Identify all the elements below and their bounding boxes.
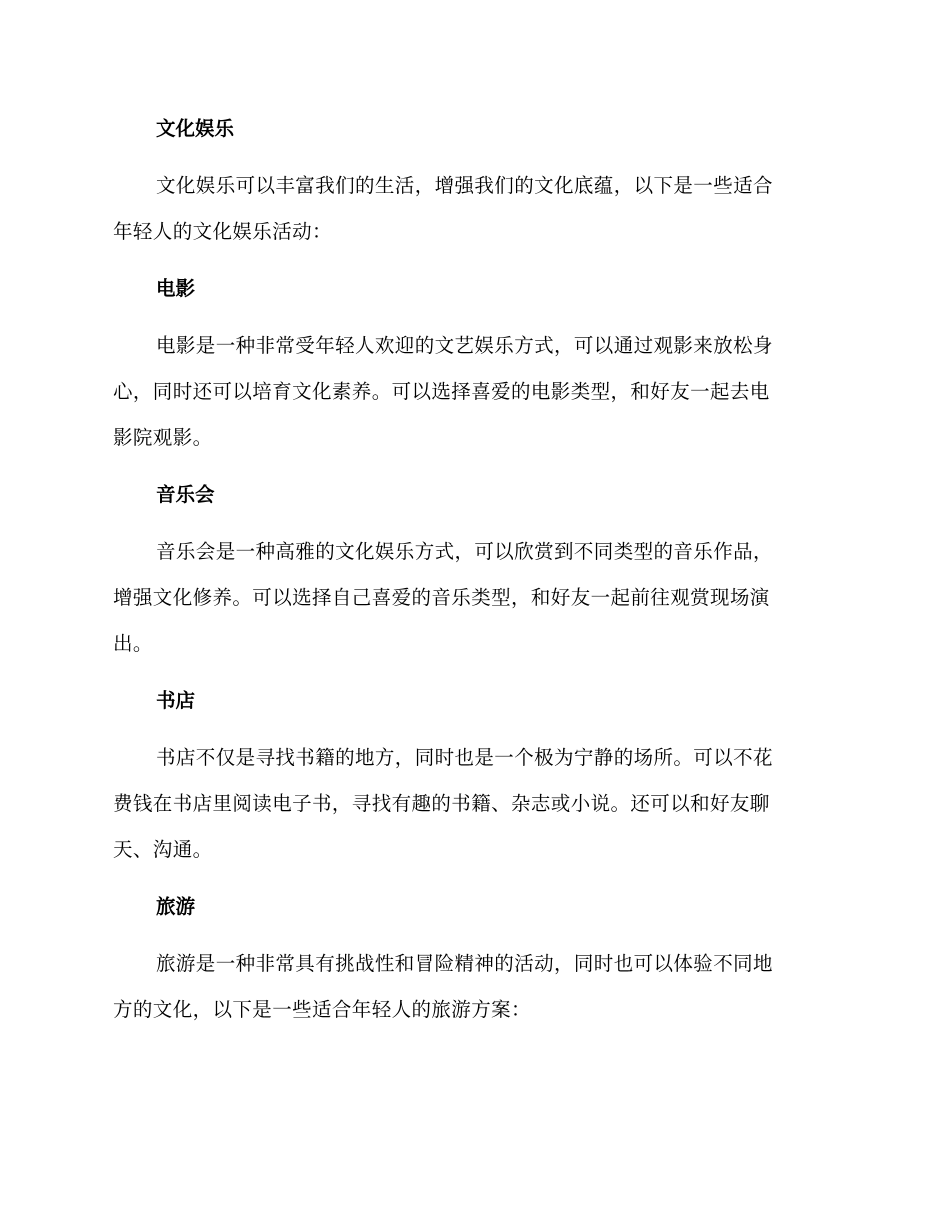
paragraph-line: 书店不仅是寻找书籍的地方，同时也是一个极为宁静的场所。可以不花 bbox=[156, 746, 773, 769]
paragraph-line: 天、沟通。 bbox=[113, 838, 213, 861]
paragraph-line: 音乐会是一种高雅的文化娱乐方式，可以欣赏到不同类型的音乐作品， bbox=[156, 540, 773, 563]
paragraph-line: 电影是一种非常受年轻人欢迎的文艺娱乐方式，可以通过观影来放松身 bbox=[156, 334, 773, 357]
section-paragraph-travel bbox=[113, 941, 829, 1033]
paragraph-line: 费钱在书店里阅读电子书，寻找有趣的书籍、杂志或小说。还可以和好友聊 bbox=[113, 792, 770, 815]
section-heading-movie: 电影 bbox=[156, 277, 196, 300]
section-paragraph-culture bbox=[113, 163, 829, 255]
section-heading-bookstore: 书店 bbox=[156, 689, 196, 712]
paragraph-line: 增强文化修养。可以选择自己喜爱的音乐类型，和好友一起前往观赏现场演 bbox=[113, 586, 770, 609]
paragraph-line: 影院观影。 bbox=[113, 426, 213, 449]
paragraph-line: 年轻人的文化娱乐活动： bbox=[113, 220, 332, 243]
section-heading-culture: 文化娱乐 bbox=[156, 117, 235, 140]
paragraph-line: 文化娱乐可以丰富我们的生活，增强我们的文化底蕴，以下是一些适合 bbox=[156, 174, 773, 197]
document-body bbox=[113, 106, 829, 1044]
paragraph-line: 旅游是一种非常具有挑战性和冒险精神的活动，同时也可以体验不同地 bbox=[156, 952, 773, 975]
paragraph-line: 心，同时还可以培育文化素养。可以选择喜爱的电影类型，和好友一起去电 bbox=[113, 380, 770, 403]
section-heading-concert: 音乐会 bbox=[156, 483, 215, 506]
section-heading-travel: 旅游 bbox=[156, 895, 196, 918]
section-paragraph-bookstore bbox=[113, 735, 829, 873]
section-paragraph-movie bbox=[113, 323, 829, 461]
paragraph-line: 方的文化，以下是一些适合年轻人的旅游方案： bbox=[113, 998, 531, 1021]
paragraph-line: 出。 bbox=[113, 632, 153, 655]
section-paragraph-concert bbox=[113, 529, 829, 667]
